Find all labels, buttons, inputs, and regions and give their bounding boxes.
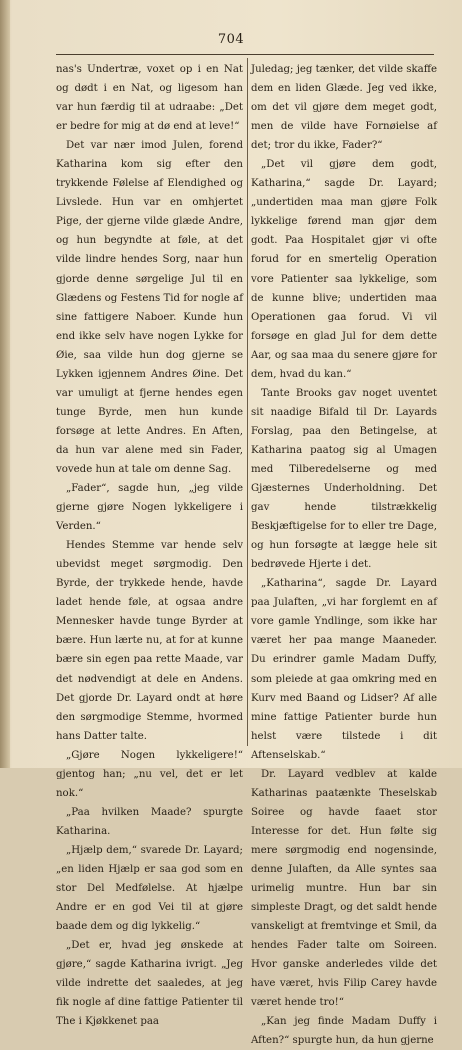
page-number: 704	[217, 32, 245, 47]
paragraph: Juledag; jeg tænker, det vilde skaffe dem en liden Glæde. Jeg ved ikke, om det vil gjøre dem meget godt, men de vilde have Fornøielse af det; tror du ikke, Fader?“	[251, 64, 438, 152]
paragraph: „Det er, hvad jeg ønskede at gjøre,“ sagde Katharina ivrigt. „Jeg vilde indrette det saaledes, at jeg fik nogle af dine fattige Patienter til The i Kjøkkenet paa	[56, 940, 243, 1028]
paragraph: „Det vil gjøre dem godt, Katharina,“ sagde Dr. Layard; „undertiden maa man gjøre Folk lykkelige førend man gjør dem godt. Paa Hospitalet gjør vi ofte forud for en smertelig Operation vore Patienter saa lykkelige, som de kunne blive; undertiden maa Operationen gaa forud. Vi vil forsøge en glad Jul for dem dette Aar, og saa maa du senere gjøre for dem, hvad du kan.“	[251, 159, 437, 380]
paragraph: „Katharina“, sagde Dr. Layard paa Julaften, „vi har forglemt en af vore gamle Yndlinge, som ikke har været her paa mange Maaneder. Du erindrer gamle Madam Duffy, som pleiede at gaa omkring med en Kurv med Baand og Lidser? Af alle mine fattige Patienter burde hun helst være tilstede i dit Aftenselskab.“	[251, 578, 437, 761]
paragraph: „Hjælp dem,“ svarede Dr. Layard; „en liden Hjælp er saa god som en stor Del Medfølelse. At hjælpe Andre er en god Vei til at gjøre baade dem og dig lykkelig.“	[56, 844, 243, 933]
right-column	[251, 60, 437, 1050]
header-rule	[56, 54, 434, 55]
page-gutter-shadow	[0, 0, 10, 768]
paragraph: Tante Brooks gav noget uventet sit naadige Bifald til Dr. Layards Forslag, paa den Betingelse, at Katharina paatog sig al Umagen med Tilberedelserne og med Gjæsternes Underholdning. Det gav hende tilstrækkelig Beskjæftigelse for to eller tre Dage, og hun forsøgte at lægge hele sit bedrøvede Hjerte i det.	[251, 387, 437, 571]
left-column	[56, 60, 243, 1031]
paragraph: „Paa hvilken Maade? spurgte Katharina.	[56, 806, 243, 837]
paragraph: Dr. Layard vedblev at kalde Katharinas paatænkte Theselskab Soiree og havde faaet stor Interesse for det. Hun følte sig mere sørgmodig end nogensinde, denne Julaften, da Alle syntes saa urimelig muntre. Hun bar sin simpleste Dragt, og det saldt hende vanskeligt at fremtvinge et Smil, da hendes Fader talte om Soireen. Hvor ganske anderledes vilde det have været, hvis Filip Carey havde været hende tro!“	[251, 768, 437, 1009]
paragraph: „Kan jeg finde Madam Duffy i Aften?“ spurgte hun, da hun gjerne	[251, 1016, 437, 1047]
paragraph: Hendes Stemme var hende selv ubevidst meget sørgmodig. Den Byrde, der trykkede hende, havde ladet hende føle, at ogsaa andre Mennesker havde tunge Byrder at bære. Hun lærte nu, at for at kunne bære sin egen paa rette Maade, var det nødvendigt at dele en Andens. Det gjorde Dr. Layard ondt at høre den sørgmodige Stemme, hvormed hans Datter talte.	[56, 540, 243, 742]
paragraph: Det var nær imod Julen, forend Katharina kom sig efter den trykkende Følelse af Elendighed og Livslede. Hun var en omhjertet Pige, der gjerne vilde glæde Andre, og hun begyndte at føle, at det vilde lindre hendes Sorg, naar hun gjorde denne sørgelige Jul til en Glædens og Festens Tid for nogle af sine fattigere Naboer. Kunde hun end ikke selv have nogen Lykke for Øie, saa vilde hun dog gjerne se Lykken igjennem Andres Øine. Det var umuligt at fjerne hendes egen tunge Byrde, men hun kunde forsøge at lette Andres. En Aften, da hun var alene med sin Fader, vovede hun at tale om denne Sag.	[56, 140, 243, 475]
column-divider	[247, 58, 248, 746]
paragraph: „Fader“, sagde hun, „jeg vilde gjerne gjøre Nogen lykkeligere i Verden.“	[56, 483, 243, 533]
paragraph: nas's Undertræ, voxet op i en Nat og dødt i en Nat, og ligesom han var hun færdig til at udraabe: „Det er bedre for mig at dø end at leve!“	[56, 64, 243, 133]
paragraph: „Gjøre Nogen lykkeligere!“ gjentog han; „nu vel, det er let nok.“	[56, 749, 243, 799]
